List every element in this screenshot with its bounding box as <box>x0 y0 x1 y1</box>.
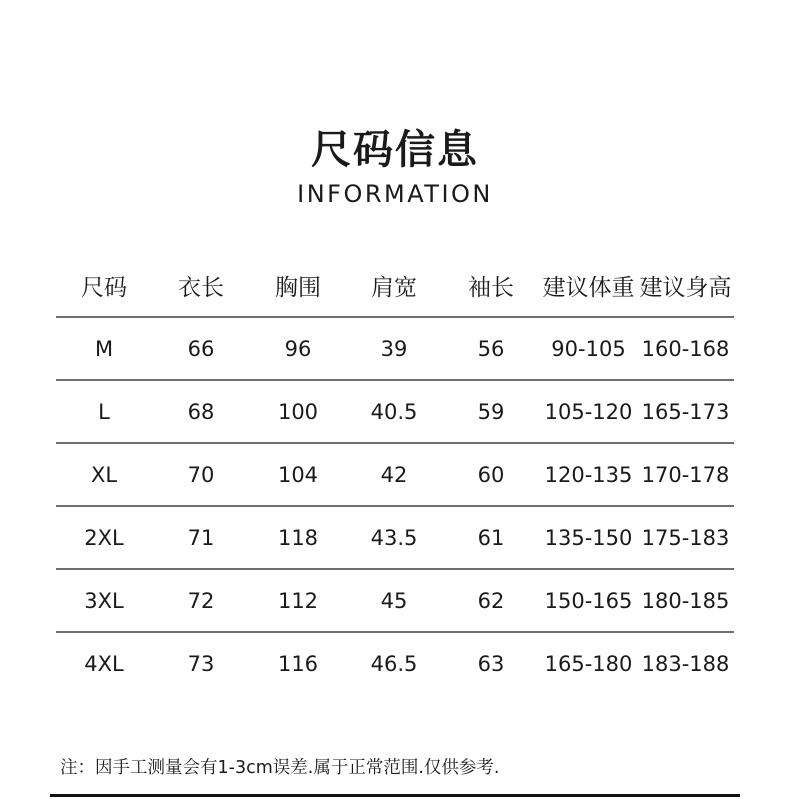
table-row <box>56 631 734 694</box>
cell-chest: 100 <box>277 399 319 424</box>
header-sleeve: 袖长 <box>468 274 514 301</box>
header-weight: 建议体重 <box>542 274 635 301</box>
header-chest: 胸围 <box>275 274 321 301</box>
cell-weight: 150-165 <box>544 588 633 613</box>
cell-size: M <box>94 336 114 361</box>
cell-size: XL <box>90 462 118 487</box>
cell-weight: 90-105 <box>551 336 626 361</box>
cell-chest: 116 <box>277 651 319 676</box>
cell-size: 2XL <box>84 525 124 550</box>
cell-weight: 120-135 <box>544 462 633 487</box>
cell-length: 66 <box>187 336 215 361</box>
cell-height: 183-188 <box>641 651 730 676</box>
table-row <box>56 568 734 631</box>
table-row <box>56 442 734 505</box>
header-shoulder: 肩宽 <box>371 274 417 301</box>
cell-height: 180-185 <box>641 588 730 613</box>
cell-sleeve: 62 <box>477 588 505 613</box>
cell-length: 73 <box>187 651 215 676</box>
cell-height: 165-173 <box>641 399 730 424</box>
cell-length: 72 <box>187 588 215 613</box>
cell-height: 170-178 <box>641 462 730 487</box>
cell-weight: 165-180 <box>544 651 633 676</box>
measurement-note: 注：因手工测量会有1-3cm误差.属于正常范围.仅供参考. <box>60 758 500 778</box>
cell-chest: 112 <box>277 588 319 613</box>
cell-shoulder: 46.5 <box>370 651 418 676</box>
cell-sleeve: 60 <box>477 462 505 487</box>
bottom-divider <box>50 794 740 797</box>
cell-length: 68 <box>187 399 215 424</box>
cell-chest: 104 <box>277 462 319 487</box>
table-header-row <box>56 254 734 316</box>
table-row <box>56 316 734 379</box>
cell-shoulder: 39 <box>380 336 408 361</box>
page-title: 尺码信息 <box>311 127 479 173</box>
cell-height: 175-183 <box>641 525 730 550</box>
cell-sleeve: 61 <box>477 525 505 550</box>
cell-shoulder: 40.5 <box>370 399 418 424</box>
table-row <box>56 379 734 442</box>
cell-weight: 135-150 <box>544 525 633 550</box>
header-height: 建议身高 <box>639 274 732 301</box>
page-subtitle: INFORMATION <box>297 180 493 208</box>
cell-chest: 118 <box>277 525 319 550</box>
cell-sleeve: 59 <box>477 399 505 424</box>
cell-length: 70 <box>187 462 215 487</box>
cell-sleeve: 56 <box>477 336 505 361</box>
size-table <box>56 254 734 694</box>
cell-shoulder: 43.5 <box>370 525 418 550</box>
cell-size: L <box>98 399 110 424</box>
cell-chest: 96 <box>284 336 312 361</box>
cell-size: 3XL <box>84 588 124 613</box>
cell-height: 160-168 <box>641 336 730 361</box>
cell-shoulder: 42 <box>380 462 408 487</box>
cell-weight: 105-120 <box>544 399 633 424</box>
header-length: 衣长 <box>178 274 224 301</box>
header-size: 尺码 <box>81 274 127 301</box>
cell-length: 71 <box>187 525 215 550</box>
table-row <box>56 505 734 568</box>
cell-shoulder: 45 <box>380 588 408 613</box>
cell-size: 4XL <box>84 651 124 676</box>
cell-sleeve: 63 <box>477 651 505 676</box>
